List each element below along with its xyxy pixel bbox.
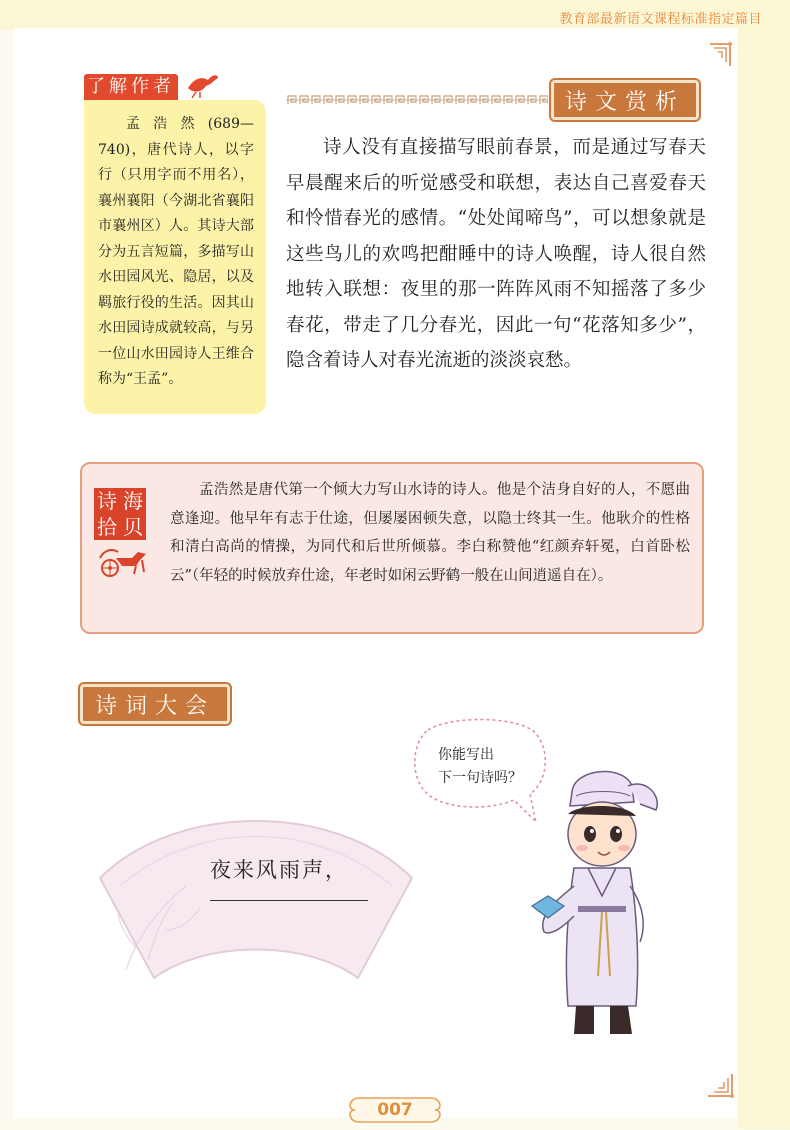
folding-fan-illustration xyxy=(96,790,416,990)
page-number: 007 xyxy=(377,1100,413,1120)
trivia-badge-char: 拾 xyxy=(94,514,120,540)
trivia-badge-char: 海 xyxy=(120,488,146,514)
appreciation-text: 诗人没有直接描写眼前春景，而是通过写春天早晨醒来后的听觉感受和联想，表达自己喜爱春天和怜惜春光的感情。“处处闻啼鸟”，可以想象就是这些鸟儿的欢鸣把酣睡中的诗人唤醒，诗人很自然地转入联想：夜里的那一阵阵风雨不知摇落了多少春花，带走了几分春光，因此一句“花落知多少”，隐含着诗人对春光流逝的淡淡哀愁。 xyxy=(286,137,706,371)
right-band xyxy=(738,0,790,1129)
bird-ornament-icon xyxy=(184,70,220,100)
corner-ornament-top-icon xyxy=(708,40,734,70)
page-number-badge xyxy=(345,1094,445,1126)
key-pattern-border xyxy=(286,95,548,105)
answer-blank[interactable] xyxy=(210,900,368,901)
trivia-box xyxy=(80,462,704,634)
speech-bubble-line: 你能写出 xyxy=(438,747,494,763)
author-intro-text: 孟浩然(689—740)，唐代诗人，以字行（只用字而不用名），襄州襄阳（今湖北省襄阳市襄州区）人。其诗大部分为五言短篇，多描写山水田园风光、隐居，以及羁旅行役的生活。因其山水田园诗成就较高，与另一位山水田园诗人王维合称为“王孟”。 xyxy=(98,116,254,387)
poem-line: 夜来风雨声， xyxy=(210,858,348,882)
corner-ornament-bottom-icon xyxy=(706,1072,736,1102)
scholar-character-illustration xyxy=(528,756,668,1056)
chariot-ornament-icon xyxy=(92,544,150,578)
trivia-badge xyxy=(94,488,146,540)
speech-bubble-line: 下一句诗吗？ xyxy=(438,770,522,786)
series-title: 教育部最新语文课程标准指定篇目 xyxy=(559,12,762,27)
author-intro-box xyxy=(84,100,266,414)
trivia-badge-char: 诗 xyxy=(94,488,120,514)
contest-title: 诗词大会 xyxy=(80,684,230,724)
appreciation-title: 诗文赏析 xyxy=(551,80,699,120)
trivia-body xyxy=(170,476,690,590)
trivia-text: 孟浩然是唐代第一个倾大力写山水诗的诗人。他是个洁身自好的人，不愿曲意逢迎。他早年有志于仕途，但屡屡困顿失意，以隐士终其一生。他耿介的性格和清白高尚的情操，为同代和后世所倾慕。李白称赞他“红颜弃轩冕，白首卧松云”（年轻的时候放弃仕途，年老时如闲云野鹤一般在山间逍遥自在）。 xyxy=(170,482,690,584)
trivia-badge-char: 贝 xyxy=(120,514,146,540)
appreciation-body xyxy=(286,130,706,379)
author-tag: 了解作者 xyxy=(84,74,178,100)
